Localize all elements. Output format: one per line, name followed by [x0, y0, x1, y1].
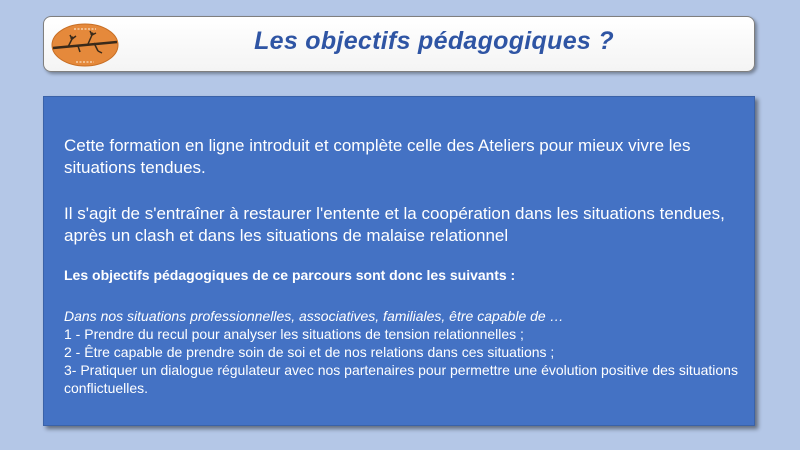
objectives-intro: Dans nos situations professionnelles, associatives, familiales, être capable de …: [64, 308, 564, 324]
page-title: Les objectifs pédagogiques ?: [254, 27, 614, 55]
list-item: 3- Pratiquer un dialogue régulateur avec nos partenaires pour permettre une évolution positive des situations conflictuelles.: [64, 362, 738, 396]
description-paragraph: Il s'agit de s'entraîner à restaurer l'entente et la coopération dans les situations tendues, après un clash et dans les situations de malaise relationnel: [64, 204, 725, 245]
title-banner: [43, 16, 755, 72]
content-panel: [43, 96, 755, 426]
objectives-list: [64, 307, 746, 397]
list-item: 1 - Prendre du recul pour analyser les situations de tension relationnelles ;: [64, 326, 524, 342]
intro-paragraph: Cette formation en ligne introduit et complète celle des Ateliers pour mieux vivre les situations tendues.: [64, 136, 691, 177]
objectives-heading: Les objectifs pédagogiques de ce parcours sont donc les suivants :: [64, 267, 516, 283]
branch-logo-icon: [50, 21, 120, 69]
list-item: 2 - Être capable de prendre soin de soi et de nos relations dans ces situations ;: [64, 344, 555, 360]
